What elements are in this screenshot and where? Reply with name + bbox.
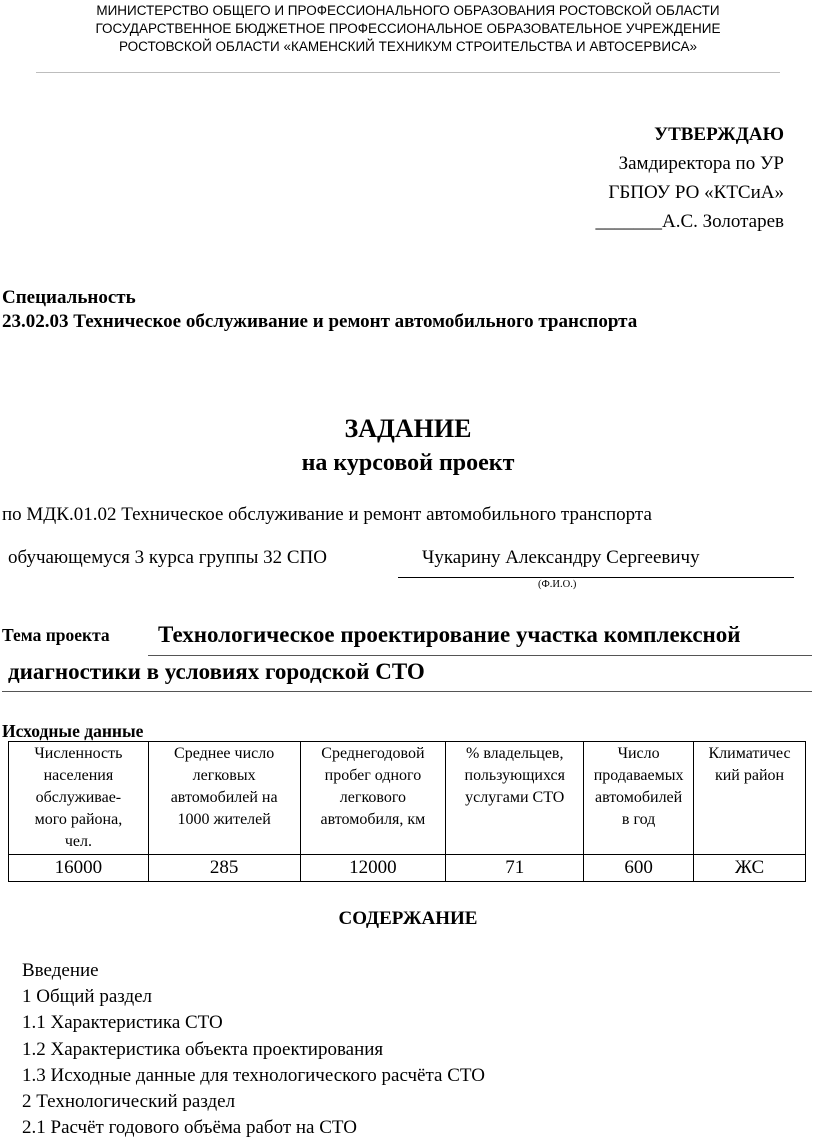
header-line-2: ГОСУДАРСТВЕННОЕ БЮДЖЕТНОЕ ПРОФЕССИОНАЛЬНОЕ ОБРАЗОВАТЕЛЬНОЕ УЧРЕЖДЕНИЕ bbox=[95, 21, 721, 36]
approval-position: Замдиректора по УР bbox=[618, 153, 784, 174]
approval-title: УТВЕРЖДАЮ bbox=[654, 124, 784, 145]
source-data-table bbox=[8, 741, 806, 882]
specialty-block bbox=[2, 286, 637, 334]
topic-underline-1 bbox=[148, 655, 812, 656]
student-name: Чукарину Александру Сергеевичу bbox=[422, 547, 700, 568]
value-owners-percent: 71 bbox=[446, 855, 584, 882]
value-climate: ЖС bbox=[694, 855, 806, 882]
header-divider bbox=[36, 72, 780, 73]
list-item: 2.1 Расчёт годового объёма работ на СТО bbox=[22, 1117, 357, 1139]
topic-line-2: диагностики в условиях городской СТО bbox=[8, 659, 425, 684]
ministry-header bbox=[0, 2, 816, 56]
student-prefix: обучающемуся 3 курса группы 32 СПО bbox=[8, 547, 327, 568]
assignment-subtitle: на курсовой проект bbox=[301, 450, 515, 476]
approval-name: А.С. Золотарев bbox=[661, 211, 784, 232]
topic-line-1: Технологическое проектирование участка комплексной bbox=[158, 622, 741, 647]
approval-signature bbox=[595, 207, 784, 236]
header-cars-sold: Число продаваемых автомобилей в год bbox=[584, 742, 694, 855]
topic-label: Тема проекта bbox=[2, 625, 110, 645]
contents-title: СОДЕРЖАНИЕ bbox=[338, 908, 478, 929]
header-line-1: МИНИСТЕРСТВО ОБЩЕГО И ПРОФЕССИОНАЛЬНОГО ОБРАЗОВАНИЯ РОСТОВСКОЙ ОБЛАСТИ bbox=[96, 3, 720, 18]
list-item: 1.3 Исходные данные для технологического расчёта СТО bbox=[22, 1064, 485, 1086]
student-underline bbox=[398, 577, 794, 578]
header-line-3: РОСТОВСКОЙ ОБЛАСТИ «КАМЕНСКИЙ ТЕХНИКУМ СТРОИТЕЛЬСТВА И АВТОСЕРВИСА» bbox=[118, 39, 698, 54]
header-population: Численность населения обслуживае- мого района, чел. bbox=[9, 742, 149, 855]
header-owners-percent: % владельцев, пользующихся услугами СТО bbox=[446, 742, 584, 855]
topic-underline-2 bbox=[2, 691, 812, 692]
source-data-title: Исходные данные bbox=[2, 721, 144, 741]
value-cars-sold: 600 bbox=[584, 855, 694, 882]
value-population: 16000 bbox=[9, 855, 149, 882]
list-item: 1.1 Характеристика СТО bbox=[22, 1012, 223, 1034]
value-cars-per-1000: 285 bbox=[148, 855, 300, 882]
header-climate: Климатичес кий район bbox=[694, 742, 806, 855]
list-item: 2 Технологический раздел bbox=[22, 1091, 236, 1113]
value-annual-mileage: 12000 bbox=[300, 855, 446, 882]
list-item: 1 Общий раздел bbox=[22, 986, 153, 1008]
signature-blank: _______ bbox=[595, 211, 662, 232]
header-annual-mileage: Среднегодовой пробег одного легкового автомобиля, км bbox=[300, 742, 446, 855]
specialty-value: 23.02.03 Техническое обслуживание и ремонт автомобильного транспорта bbox=[2, 311, 638, 332]
approval-block bbox=[595, 120, 784, 236]
specialty-label: Специальность bbox=[2, 287, 136, 308]
contents-list bbox=[22, 958, 485, 1141]
header-cars-per-1000: Среднее число легковых автомобилей на 1000 жителей bbox=[148, 742, 300, 855]
table-row bbox=[9, 855, 806, 882]
list-item: 1.2 Характеристика объекта проектирования bbox=[22, 1038, 384, 1060]
fio-caption: (Ф.И.О.) bbox=[538, 579, 577, 590]
discipline-line: по МДК.01.02 Техническое обслуживание и ремонт автомобильного транспорта bbox=[2, 504, 652, 525]
list-item: Введение bbox=[22, 960, 99, 981]
assignment-title: ЗАДАНИЕ bbox=[344, 414, 472, 443]
approval-org: ГБПОУ РО «КТСиА» bbox=[608, 182, 784, 203]
table-header-row bbox=[9, 742, 806, 855]
